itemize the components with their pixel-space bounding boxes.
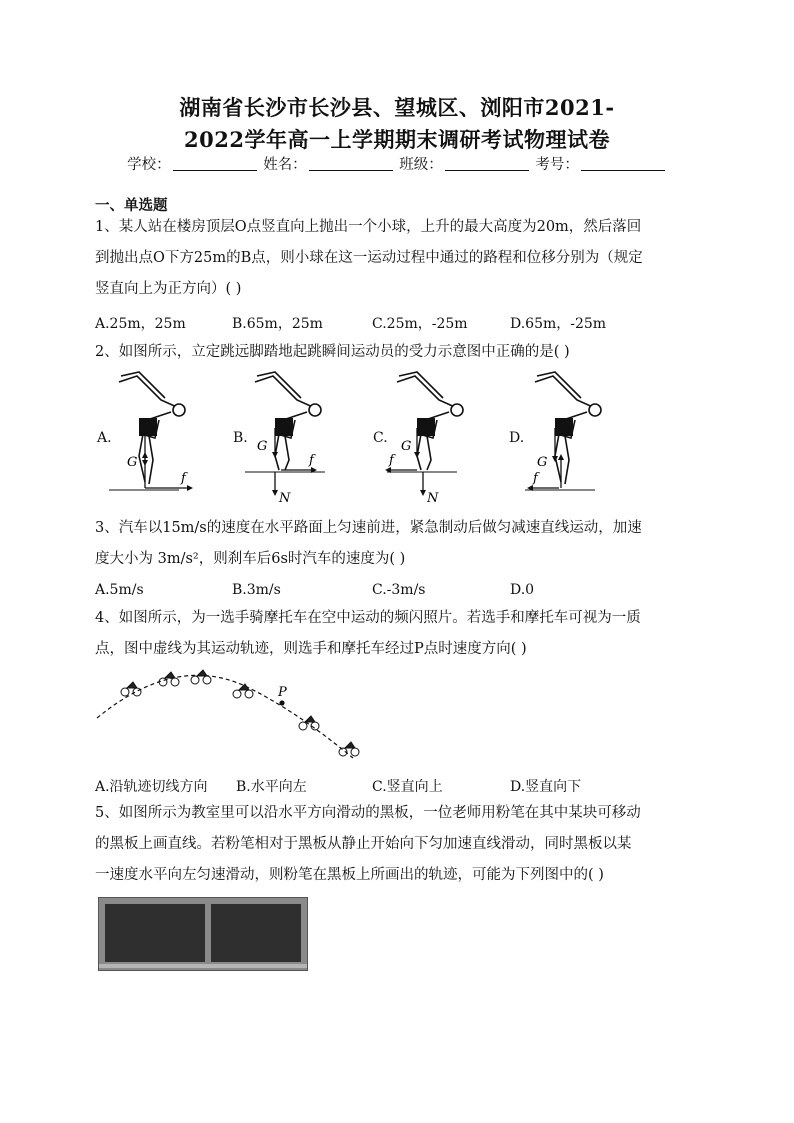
school-blank[interactable] [173, 156, 257, 171]
q4-option-d[interactable]: D.竖直向下 [510, 779, 582, 795]
number-blank[interactable] [581, 156, 665, 171]
blackboard-left-panel [105, 904, 205, 962]
q3-line-1: 3、汽车以15m/s的速度在水平路面上匀速前进，紧急制动后做匀减速直线运动，加速 [95, 520, 642, 536]
q4-motorbike-trajectory-figure [95, 662, 375, 772]
fig-d-label[interactable]: D. [509, 430, 525, 446]
question-3 [95, 513, 700, 575]
q2-line-1: 2、如图所示，立定跳远脚踏地起跳瞬间运动员的受力示意图中正确的是( ) [95, 344, 570, 360]
fig-c-f: f [389, 453, 394, 468]
q1-line-1: 1、某人站在楼房顶层O点竖直向上抛出一个小球，上升的最大高度为20m，然后落回 [95, 219, 642, 235]
q2-figures [95, 370, 615, 505]
q1-option-c[interactable]: C.25m，-25m [372, 316, 468, 332]
fig-b-g: G [257, 439, 268, 454]
q1-option-b[interactable]: B.65m，25m [232, 316, 323, 332]
title-line-2: 2022学年高一上学期期末调研考试物理试卷 [184, 127, 610, 152]
motorbike-icon [121, 682, 141, 696]
q4-option-a[interactable]: A.沿轨迹切线方向 [95, 779, 208, 795]
school-label: 学校： [127, 157, 171, 173]
class-blank[interactable] [445, 156, 529, 171]
question-2 [95, 337, 700, 368]
q5-line-2: 的黑板上画直线。若粉笔相对于黑板从静止开始向下匀加速直线滑动，同时黑板以某 [95, 836, 632, 852]
q5-line-3: 一速度水平向左匀速滑动，则粉笔在黑板上所画出的轨迹，可能为下列图中的( ) [95, 867, 604, 883]
q4-option-b[interactable]: B.水平向左 [236, 779, 307, 795]
fig-c-g: G [401, 439, 412, 454]
q4-line-1: 4、如图所示，为一选手骑摩托车在空中运动的频闪照片。若选手和摩托车可视为一质 [95, 610, 641, 626]
blackboard-rail [99, 964, 307, 968]
fig-d-athlete-icon [525, 370, 625, 500]
q4-option-c[interactable]: C.竖直向上 [372, 779, 443, 795]
q1-line-2: 到抛出点O下方25m的B点，则小球在这一运动过程中通过的路程和位移分别为（规定 [95, 250, 643, 266]
name-blank[interactable] [309, 156, 393, 171]
q3-line-2: 度大小为 3m/s²，则刹车后6s时汽车的速度为( ) [95, 551, 406, 567]
fig-b-athlete-icon [245, 370, 345, 505]
question-4 [95, 603, 700, 665]
q1-option-d[interactable]: D.65m，-25m [510, 316, 607, 332]
blackboard-figure [98, 897, 308, 971]
motorbike-icon [299, 716, 319, 730]
fig-a-g: G [127, 455, 138, 470]
student-info [0, 153, 794, 174]
number-label: 考号： [535, 157, 579, 173]
q3-option-a[interactable]: A.5m/s [95, 582, 144, 598]
motorbike-icon [191, 670, 211, 684]
fig-c-athlete-icon [387, 370, 487, 505]
question-5 [95, 798, 700, 891]
motorbike-icon [233, 684, 253, 698]
title-line-1: 湖南省长沙市长沙县、望城区、浏阳市2021- [179, 95, 615, 120]
fig-b-f: f [309, 453, 314, 468]
name-label: 姓名： [263, 157, 307, 173]
fig-a-athlete-icon [109, 370, 209, 500]
fig-c-n: N [427, 491, 439, 506]
class-label: 班级： [399, 157, 443, 173]
q3-option-c[interactable]: C.-3m/s [372, 582, 426, 598]
fig-a-f: f [181, 471, 186, 486]
q5-line-1: 5、如图所示为教室里可以沿水平方向滑动的黑板，一位老师用粉笔在其中某块可移动 [95, 805, 641, 821]
q4-line-2: 点，图中虚线为其运动轨迹，则选手和摩托车经过P点时速度方向( ) [95, 641, 527, 657]
blackboard-right-panel [211, 904, 301, 962]
fig-b-n: N [279, 491, 291, 506]
motorbike-icon [159, 672, 179, 686]
q3-option-b[interactable]: B.3m/s [232, 582, 281, 598]
q3-option-d[interactable]: D.0 [510, 582, 535, 598]
section-heading: 一、单选题 [95, 197, 168, 214]
fig-c-label[interactable]: C. [373, 430, 388, 446]
q1-option-a[interactable]: A.25m，25m [95, 316, 186, 332]
fig-a-label[interactable]: A. [97, 430, 112, 446]
fig-d-f: f [533, 471, 538, 486]
q4-point-p: P [278, 685, 287, 700]
question-1 [95, 212, 700, 305]
fig-b-label[interactable]: B. [233, 430, 248, 446]
q1-line-3: 竖直向上为正方向）( ) [95, 281, 242, 297]
fig-d-g: G [537, 455, 548, 470]
